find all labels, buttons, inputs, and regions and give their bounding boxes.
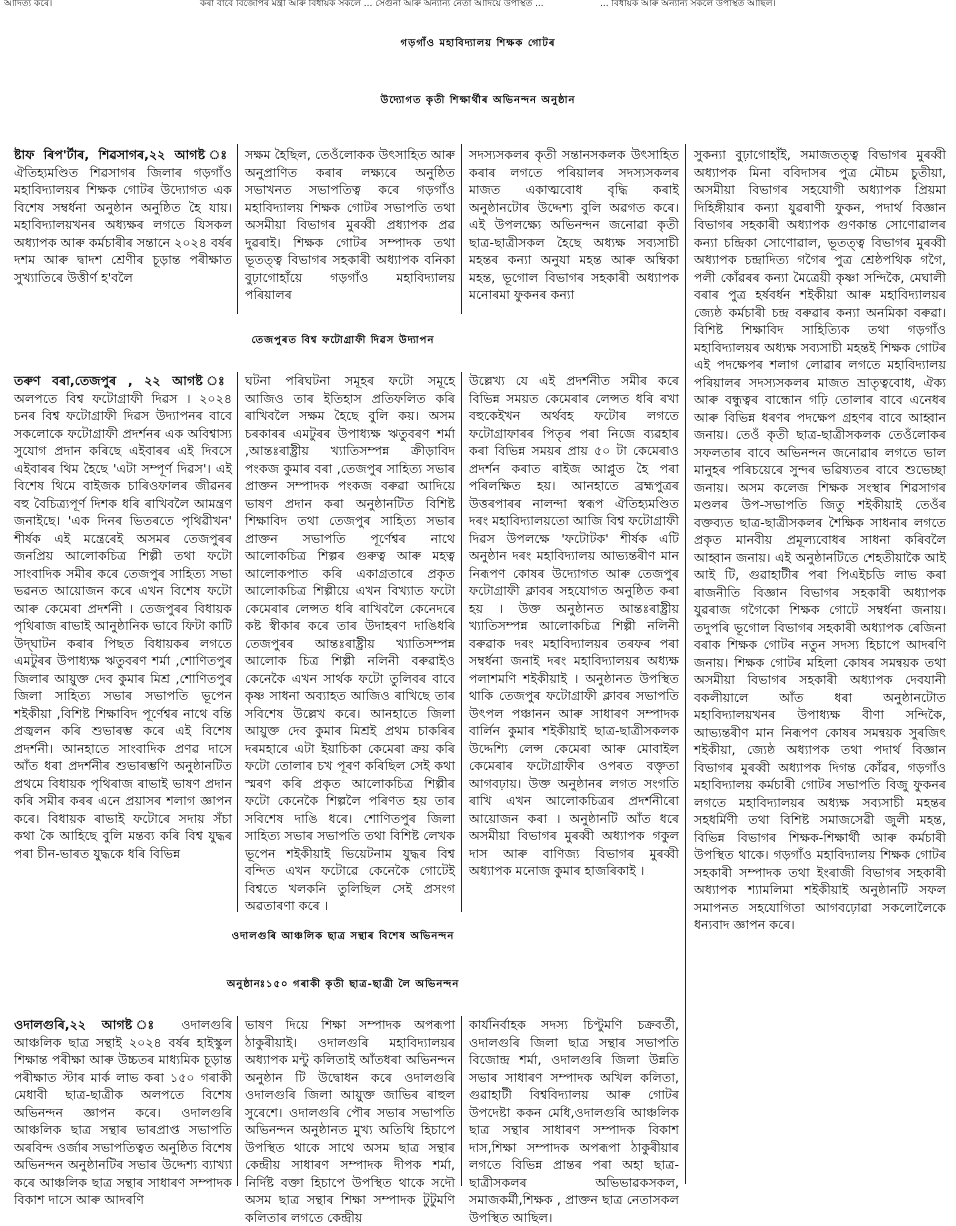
top-strip (0, 0, 956, 10)
column-divider (461, 144, 462, 314)
article2-column-3 (469, 372, 679, 912)
article1-headline-line1: গড়গাঁও মহাবিদ্যালয় শিক্ষক গোটৰ (400, 38, 556, 49)
column-divider (237, 1016, 238, 1186)
article3-column-3 (469, 1016, 679, 1225)
article1-column-2 (245, 146, 455, 311)
article1-text-4: সুকন্যা বুঢ়াগোহাঁই, সমাজতত্ত্ব বিভাগৰ মুৰব্বী অধ্যাপক মিনা ববিদাসৰ পুত্ৰ মৌচম চুতীয়া, অসমীয়া বিভাগৰ সহযোগী অধ্যাপক প্ৰিয়মা দিহিঙ্গীয়াৰ কন্যা যুৱৰাণী ফুকন, পদাৰ্থ বিজ্ঞান বিভাগৰ সহকাৰী অধ্যাপক গুণকান্ত সোণোৱালৰ কন্যা চন্দ্ৰিকা সোণোৱাল, ভূতত্ত্ব বিভাগৰ মুৰব্বী অধ্যাপক চন্দ্ৰাদিত্য গগৈৰ পুত্ৰ শ্ৰেষ্ঠপথিক গগৈ, পলী কোঁৱৰৰ কন্যা মৈত্ৰেয়ী কৃষ্ণা সন্দিকৈ, মেঘালী বৰাৰ পুত্ৰ হৰ্ষবৰ্ধন শইকীয়া আৰু মহাবিদ্যালয়ৰ জ্যেষ্ঠ কৰ্মচাৰী চন্দ্ৰ বৰুৱাৰ কন্যা অনমিকা বৰুৱা। বিশিষ্ট শিক্ষাবিদ সাহিত্যিক তথা গড়গাঁও মহাবিদ্যালয়ৰ অধ্যক্ষ সব্যসাচী মহন্তই শিক্ষক গোটৰ এই পদক্ষেপৰ শলাগ লোৱাৰ লগতে মহাবিদ্যালয় পৰিয়ালৰ সদস্যসকলৰ মাজত ভ্ৰাতৃত্ববোধ, ঐক্য আৰু বন্ধুত্বৰ বান্ধোন গঢ়ি তোলাৰ বাবে এনেধৰ আৰু বিভিন্ন ধৰণৰ পদক্ষেপ গ্ৰহণৰ বাবে আহ্বান জনায়। তেওঁ কৃতী ছাত্ৰ-ছাত্ৰীসকলক তেওঁলোকৰ সফলতাৰ বাবে অভিনন্দন জনোৱাৰ লগতে ভাল মানুহৰ পৰিচয়েৰে সুন্দৰ ভৱিষ্যতৰ বাবে শুভেচ্ছা জনায়। অসম কলেজ শিক্ষক সংস্থাৰ শিৱসাগৰ মণ্ডলৰ উপ-সভাপতি জিতু শইকীয়াই তেওঁৰ বক্তব্যত ছাত্ৰ-ছাত্ৰীসকলৰ শৈক্ষিক সাধনাৰ লগতে প্ৰকৃত মানবীয় প্ৰমূল্যবোধৰ সাধনা কৰিবলৈ আহ্বান জনায়। এই অনুষ্ঠানটিতে শেহতীয়াকৈ আই আই টি, গুৱাহাটীৰ পৰা পিএইচডি লাভ কৰা ৰাজনীতি বিজ্ঞান বিভাগৰ সহকাৰী অধ্যাপক যুৱৰাজ গগৈকো শিক্ষক গোটে সম্বৰ্ধনা জনায়। তদুপৰি ভূগোল বিভাগৰ সহকাৰী অধ্যাপক ৰেজিনা বৰাক শিক্ষক গোটৰ নতুন সদস্য হিচাপে আদৰণি জনায়। শিক্ষক গোটৰ মহিলা কোষৰ সমন্বয়ক তথা অসমীয়া বিভাগৰ সহকাৰী অধ্যাপক দেবযানী বকলীয়ালে আঁত ধৰা অনুষ্ঠানটোত মহাবিদ্যালয়খনৰ উপাধ্যক্ষ বীণা সন্দিকৈ, আভ্যন্তৰীণ মান নিৰূপণ কোষৰ সমন্বয়ক সুৰজিৎ শইকীয়া, জ্যেষ্ঠ অধ্যাপক তথা পদাৰ্থ বিজ্ঞান বিভাগৰ মুৰব্বী অধ্যাপক দিগন্ত কোঁৱৰ, গড়গাঁও মহাবিদ্যালয় কৰ্মচাৰী গোটৰ সভাপতি বিজু ফুকনৰ লগতে মহাবিদ্যালয়ৰ অধ্যক্ষ সব্যসাচী মহন্তৰ সহধৰ্মিণী তথা বিশিষ্ট সমাজসেৱী জুলী মহন্ত, বিভিন্ন বিভাগৰ শিক্ষক-শিক্ষাৰ্থী আৰু কৰ্মচাৰী উপস্থিত থাকে। গড়গাঁও মহাবিদ্যালয় শিক্ষক গোটৰ সহকাৰী সম্পাদক তথা ইংৰাজী বিভাগৰ সহকাৰী অধ্যাপক শ্যামলিমা শইকীয়াই অনুষ্ঠানটি সফল সমাপনত সহযোগিতা আগবঢ়োৱা সকলোলৈকে ধন্যবাদ জ্ঞাপন কৰে। (694, 147, 946, 932)
article2-text-2: ঘটনা পৰিঘটনা সমূহৰ ফটো সমূহে আজিও তাৰ ইতিহাস প্ৰতিফলিত কৰি ৰাখিবলৈ সক্ষম হৈছে বুলি কয়। অসম চৰকাৰৰ এমটুৰৰ উপাধ্যক্ষ ঋতুবৰণ শৰ্মা ,আন্তঃৰাষ্ট্ৰীয় খ্যাতিসম্পন্ন ক্ৰীড়াবিদ পংকজ কুমাৰ বৰা ,তেজপুৰ সাহিত্য সভাৰ প্ৰাক্তন সম্পাদক পংকজ বৰুৱা আদিয়ে ভাষণ প্ৰদান কৰা অনুষ্ঠানটিত বিশিষ্ট শিক্ষাবিদ তথা তেজপুৰ সাহিত্য সভাৰ প্ৰাক্তন সভাপতি পূৰ্ণেশ্বৰ নাথে আলোকচিত্ৰ শিল্পৰ গুৰুত্ব আৰু মহত্ব আলোকপাত কৰি একাগ্ৰতাৰে প্ৰকৃত আলোকচিত্ৰ শিল্পীয়ে এখন বিখ্যাত ফটো কেমেৰাৰ লেন্সত ধৰি ৰাখিবলৈ কেনেদৰে কষ্ট স্বীকাৰ কৰে তাৰ উদাহৰণ দাঙিধৰি তেজপুৰৰ আন্তঃৰাষ্ট্ৰীয় খ্যাতিসম্পন্ন আলোক চিত্ৰ শিল্পী নলিনী বৰুৱাইও কেনেকৈ এখন সাৰ্থক ফটো তুলিবৰ বাবে কৃষ্ণ সাধনা অব্যাহত আজিও ৰাখিছে তাৰ সবিশেষ উল্লেখ কৰে। আনহাতে জিলা আয়ুক্ত দেব কুমাৰ মিশ্ৰই প্ৰথম চাকৰিৰ দৰমহাৰে এটা ইয়াচিকা কেমেৰা ক্ৰয় কৰি ফটো তোলাৰ চখ পূৰণ কৰিছিল সেই কথা স্মৰণ কৰি প্ৰকৃত আলোকচিত্ৰ শিল্পীৰ ফটো কেনেকৈ শিল্পলৈ পৰিণত হয় তাৰ সবিশেষ দাঙি ধৰে। শোণিতপুৰ জিলা সাহিত্য সভাৰ সভাপতি তথা বিশিষ্ট লেখক ভূপেন শইকীয়াই ভিয়েটনাম যুদ্ধৰ বিশ্ব বন্দিত এখন ফটোৱে কেনেকৈ গোটেই বিশ্বতে খলকনি তুলিছিল সেই প্ৰসংগ অৱতাৰণা কৰে । (245, 373, 455, 913)
article3-text-1: ওদালগুৰি আঞ্চলিক ছাত্ৰ সন্থাই ২০২৪ বৰ্ষৰ হাইস্কুল শিক্ষান্ত পৰীক্ষা আৰু উচ্চতৰ মাধ্যমিক চূড়ান্ত পৰীক্ষাত স্টাৰ মাৰ্ক লাভ কৰা ১৫০ গৰাকী মেধাবী ছাত্ৰ-ছাত্ৰীক অলপতে বিশেষ অভিনন্দন জ্ঞাপন কৰে। ওদালগুৰি আঞ্চলিক ছাত্ৰ সন্থাৰ ভাৰপ্ৰাপ্ত সভাপতি অৰবিন্দ ওৰ্জাৰ সভাপতিত্বত অনুষ্ঠিত বিশেষ অভিনন্দন অনুষ্ঠানটিৰ সভাৰ উদ্দেশ্য ব্যাখ্যা কৰে আঞ্চলিক ছাত্ৰ সন্থাৰ সাধাৰণ সম্পাদক বিকাশ দাসে আৰু আদৰণি (14, 1017, 232, 1207)
top-strip-middle: কৰা বাবে বিজেপিৰ মন্ত্ৰী আৰু বিধায়ক সকলে ... সেগুনা আৰু অন্যান্য নেতা আদিয়ে উপস্থিত ... (200, 0, 544, 9)
article1-byline: ষ্টাফ ৰিপ'ৰ্টাৰ, শিৱসাগৰ,২২ আগষ্ট ঃ (14, 147, 232, 162)
article2-column-2 (245, 372, 455, 912)
article2-text-1: অলপতে বিশ্ব ফটোগ্ৰাফী দিৱস । ২০২৪ চনৰ বিশ্ব ফটোগ্ৰাফী দিৱস উদ্যাপনৰ বাবে সকলোকে ফটোগ্ৰাফী প্ৰদৰ্শনৰ এক অবিশ্বাস্য সুযোগ প্ৰদান কৰিছে এইবাৰৰ এই দিবসে এইবাৰৰ থিম হৈছে 'এটা সম্পূৰ্ণ দিৱস'। এই বিশেষ থিমে বাইজক চাৰিওফালৰ জীৱনৰ বহু বৈচিত্ৰ্যপূৰ্ণ দিশক ধৰি ৰাখিবলৈ আমন্ত্ৰণ জনাইছে। 'এক দিনৰ ভিতৰতে পৃথিৱীখন' শীৰ্ষক এই মন্ত্ৰেৰেই অসমৰ তেজপুৰৰ জনপ্ৰিয় আলোকচিত্ৰ শিল্পী তথা ফটো সাংবাদিক সমীৰ কৰে তেজপুৰ সাহিত্য সভা ভৱনত আয়োজন কৰে এখন বিশেষ ফটো আৰু কেমেৰা প্ৰদৰ্শনী । তেজপুৰৰ বিধায়ক পৃথিৰাজ ৰাভাই আনুষ্ঠানিক ভাবে ফিটা কাটি উদ্‌ঘাটন কৰাৰ পিছত বিধায়কৰ লগতে এমটুৰৰ উপাধ্যক্ষ ঋতুবৰণ শৰ্মা ,শোণিতপুৰ জিলাৰ আয়ুক্ত দেব কুমাৰ মিশ্ৰ ,শোণিতপুৰ জিলা সাহিত্য সভাৰ সভাপতি ভূপেন শইকীয়া ,বিশিষ্ট শিক্ষাবিদ পূৰ্ণেশ্বৰ নাথে বন্তি প্ৰজ্বলন কৰি শুভাৰম্ভ কৰে এই বিশেষ প্ৰদৰ্শনী। আনহাতে সাংবাদিক প্ৰণৱ দাসে আঁত ধৰা প্ৰদৰ্শনীৰ শুভাৰম্ভণি অনুষ্ঠানটিত প্ৰথমে বিধায়ক পৃথিৰাজ ৰাভাই ভাষণ প্ৰদান কৰি সমীৰ কৰৰ এনে প্ৰয়াসৰ শলাগ জ্ঞাপন কৰে। বিধায়ক ৰাভাই ফটোৰে সদায় সঁচা কথা কৈ আহিছে বুলি মন্তব্য কৰি বিশ্ব যুদ্ধৰ পৰা চীন-ভাৰত যুদ্ধকে ধৰি বিভিন্ন (14, 390, 233, 861)
article3-text-3: কাৰ্যনিৰ্বাহক সদস্য চিণ্টুমণি চক্ৰবৰ্তী, ওদালগুৰি জিলা ছাত্ৰ সন্থাৰ সভাপতি বিজোন্দ্ৰ শৰ্মা, ওদালগুৰি জিলা উন্নতি সভাৰ সাধাৰণ সম্পাদক অখিল কলিতা, গুৱাহাটী বিশ্ববিদ্যালয় আৰু গোটৰ উপদেষ্টা ককন মেধি,ওদালগুৰি আঞ্চলিক ছাত্ৰ সন্থাৰ সাধাৰণ সম্পাদক বিকাশ দাস,শিক্ষা সম্পাদক অপৰূপা ঠাকুৰীয়াৰ লগতে বিভিন্ন প্ৰান্তৰ পৰা অহা ছাত্ৰ-ছাত্ৰীসকলৰ অভিভাৱকসকল, সমাজকৰ্মী,শিক্ষক , প্ৰাক্তন ছাত্ৰ নেতাসকল উপস্থিত আছিল। (469, 1017, 679, 1225)
article1-column-4 (694, 146, 946, 1186)
article3-column-1 (14, 1016, 232, 1207)
article3-text-2: ভাষণ দিয়ে শিক্ষা সম্পাদক অপৰূপা ঠাকুৰীয়াই। ওদালগুৰি মহাবিদ্যালয়ৰ অধ্যাপক মন্টু কলিতাই আঁতধৰা অভিনন্দন অনুষ্ঠান টি উদ্বোধন কৰে ওদালগুৰি ওদালগুৰি জিলা আয়ুক্ত জাভিৰ ৰাহুল সুৰেশে। ওদালগুৰি পৌৰ সভাৰ সভাপতি অভিনন্দন অনুষ্ঠানত মুখ্য অতিথি হিচাপে উপস্থিত থাকে সাথে অসম ছাত্ৰ সন্থাৰ কেন্দ্ৰীয় সাধাৰণ সম্পাদক দীপক শৰ্মা, নিৰ্দিষ্ট বক্তা হিচাপে উপস্থিত থাকে সদৌ অসম ছাত্ৰ সন্থাৰ শিক্ষা সম্পাদক টুটুমণি কলিতাৰ লগতে কেন্দ্ৰীয় (245, 1017, 455, 1225)
column-divider (461, 1016, 462, 1186)
top-strip-right: ... বিধায়ক আৰু অন্যান্য সকলে উপস্থিত আছিল। (600, 0, 776, 9)
column-divider (237, 372, 238, 912)
article1-column-1 (14, 146, 232, 311)
article1-text-3: সদস্যসকলৰ কৃতী সন্তানসকলক উৎসাহিত কৰাৰ লগতে পৰিয়ালৰ সদস্যসকলৰ মাজত একাত্মবোধ বৃদ্ধি কৰাই অনুষ্ঠানটোৰ উদ্দেশ্য বুলি অৱগত কৰে। এই উপলক্ষ্যে অভিনন্দন জনোৱা কৃতী ছাত্ৰ-ছাত্ৰীসকল হৈছে অধ্যক্ষ সব্যসাচী মহন্তৰ কন্যা অনুযা মহন্ত আৰু অম্বিকা মহন্ত, ভূগোল বিভাগৰ সহকাৰী অধ্যাপক মনোৰমা ফুকনৰ কন্যা (469, 147, 679, 302)
article1-text-2: সক্ষম হৈছিল, তেওঁলোকক উৎসাহিত আৰু অনুপ্ৰাণিত কৰাৰ লক্ষ্যৰে অনুষ্ঠিত সভাখনত সভাপতিত্ব কৰে গড়গাঁও মহাবিদ্যালয় শিক্ষক গোটৰ সভাপতি তথা অসমীয়া বিভাগৰ মুৰব্বী প্ৰধ্যাপক প্ৰৱ দুৱৰাই। শিক্ষক গোটৰ সম্পাদক তথা ভূতত্ত্ব বিভাগৰ সহকাৰী অধ্যাপক বনিকা বুঢ়াগোহাঁয়ে গড়গাঁও মহাবিদ্যালয় পৰিয়ালৰ (245, 147, 455, 302)
column-divider (685, 144, 686, 1184)
article1-column-3 (469, 146, 679, 311)
article3-column-2 (245, 1016, 455, 1225)
article2-headline: তেজপুৰত বিশ্ব ফটোগ্ৰাফী দিৱস উদ্যাপন (251, 335, 435, 346)
article1-text-1: ঐতিহ্যমণ্ডিত শিৱসাগৰ জিলাৰ গড়গাঁও মহাবিদ্যালয়ৰ শিক্ষক গোটৰ উদ্যোগত এক বিশেষ সম্বৰ্ধনা অনুষ্ঠান অনুষ্ঠিত হৈ যায়। মহাবিদ্যালয়খনৰ অধ্যক্ষৰ লগতে যিসকল অধ্যাপক আৰু কৰ্মচাৰীৰ সন্তানে ২০২৪ বৰ্ষৰ দশম আৰু দ্বাদশ শ্ৰেণীৰ চূড়ান্ত পৰীক্ষাত সুখ্যাতিৰে উত্তীৰ্ণ হ'বলৈ (14, 164, 232, 285)
article2-text-3: উল্লেখ্য যে এই প্ৰদৰ্শনীত সমীৰ কৰে বিভিন্ন সময়ত কেমেৰাৰ লেন্সত ধৰি ৰখা বহুকেইখন অৰ্থবহ ফটোৰ লগতে ফটোগ্ৰাফাৰৰ পিতৃৰ পৰা নিজে ব্যৱহাৰ কৰা বিভিন্ন সময়ৰ প্ৰায় ৫০ টা কেমেৰাও প্ৰদৰ্শন কৰাত ৰাইজ আপ্লুত হৈ পৰা পৰিলক্ষিত হয়। আনহাতে ব্ৰহ্মপুত্ৰৰ উত্তৰপাৰৰ নালন্দা স্বৰূপ ঐতিহ্যমণ্ডিত দৰং মহাবিদ্যালয়তো আজি বিশ্ব ফটোগ্ৰাফী দিৱস উপলক্ষে 'ফটোটক' শীৰ্ষক এটি অনুষ্ঠান দৰং মহাবিদ্যালয় আভ্যন্তৰীণ মান নিৰূপণ কোষৰ উদ্যোগত আৰু তেজপুৰ ফটোগ্ৰাফী ক্লাবৰ সহযোগত অনুষ্ঠিত কৰা হয় । উক্ত অনুষ্ঠানত আন্তঃৰাষ্ট্ৰীয় খ্যাতিসম্পন্ন আলোকচিত্ৰ শিল্পী নলিনী বৰুৱাক দৰং মহাবিদ্যালয়ৰ তৰফৰ পৰা সম্বৰ্ধনা জনাই দৰং মহাবিদ্যালয়ৰ অধ্যক্ষ পলাশমণি শইকীয়াই । অনুষ্ঠানত উপস্থিত থাকি তেজপুৰ ফটোগ্ৰাফী ক্লাবৰ সভাপতি উৎপল পঞ্চানন আৰু সাধাৰণ সম্পাদক বাৰ্লিন কুমাৰ শইকীয়াই ছাত্ৰ-ছাত্ৰীসকলক উদ্দেশ্যি লেন্স কেমেৰা আৰু মোবাইল কেমেৰাৰ ফটোগ্ৰাফীৰ ওপৰত বক্তৃতা আগবঢ়ায়। উক্ত অনুষ্ঠানৰ লগত সংগতি ৰাখি এখন আলোকচিত্ৰৰ প্ৰদৰ্শনীৰো আয়োজন কৰা । অনুষ্ঠানটি আঁত ধৰে অসমীয়া বিভাগৰ মুৰব্বী অধ্যাপক গকুল দাস আৰু বাণিজ্য বিভাগৰ মুৰব্বী অধ্যাপক মনোজ কুমাৰ হাজৰিকাই । (469, 373, 679, 878)
column-divider (237, 144, 238, 314)
article3-headline-line2: অনুষ্ঠানঃ১৫০ গৰাকী কৃতী ছাত্ৰ-ছাত্ৰী লৈ অভিনন্দন (226, 979, 460, 990)
top-strip-left: আদিত্য কৰে। (4, 0, 53, 9)
article3-headline-line1: ওদালগুৰি আঞ্চলিক ছাত্ৰ সন্থাৰ বিশেষ অভিনন্দন (231, 931, 455, 942)
article1-headline-line2: উদ্যোগত কৃতী শিক্ষাৰ্থীৰ অভিনন্দন অনুষ্ঠান (380, 95, 576, 106)
column-divider (461, 372, 462, 912)
article3-byline: ওদালগুৰি,২২ আগষ্ট ঃ (14, 1017, 166, 1032)
article2-column-1 (14, 372, 232, 912)
article2-byline: তৰুণ বৰা,তেজপুৰ , ২২ আগষ্ট ঃ (14, 373, 232, 388)
